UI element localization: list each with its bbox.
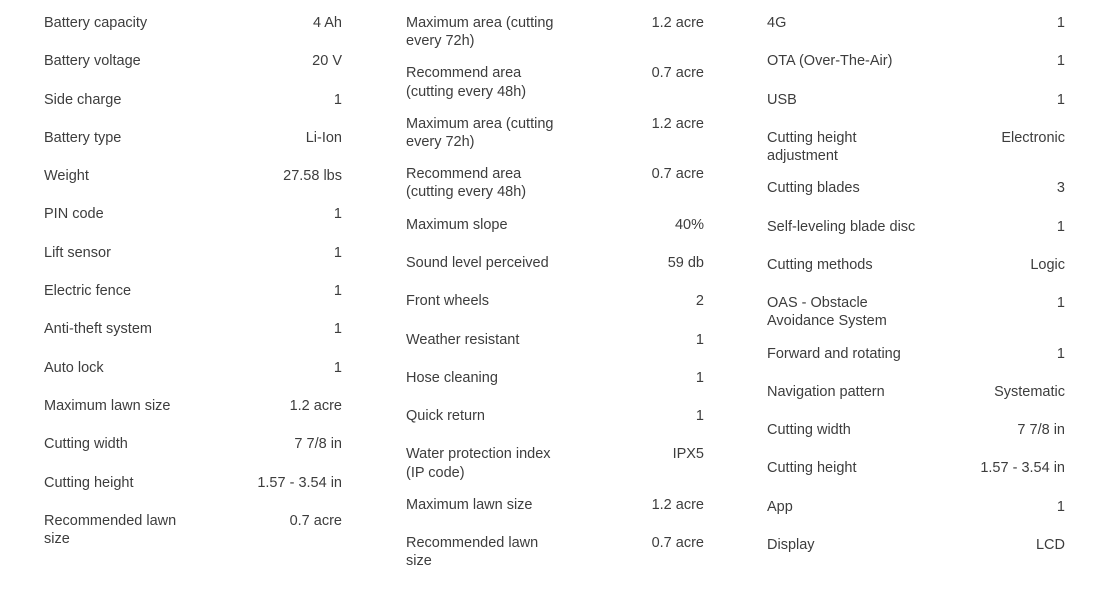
spec-label: PIN code xyxy=(44,206,104,223)
spec-row xyxy=(767,0,1065,38)
spec-label: USB xyxy=(767,91,797,108)
spec-value: 1 xyxy=(695,331,704,348)
spec-row xyxy=(406,202,704,240)
spec-value: 1.2 acre xyxy=(651,496,704,513)
spec-row xyxy=(767,331,1065,369)
spec-value: 1 xyxy=(1056,218,1065,235)
spec-label: Recommended lawn size xyxy=(406,535,539,570)
spec-value: 1 xyxy=(333,321,342,338)
spec-label: Weight xyxy=(44,168,89,185)
spec-value: 1.2 acre xyxy=(651,15,704,31)
spec-row xyxy=(767,165,1065,203)
spec-label: Side charge xyxy=(44,91,122,108)
spec-row xyxy=(44,498,342,548)
spec-label: Sound level perceived xyxy=(406,254,549,271)
spec-label: Cutting height xyxy=(44,474,134,491)
spec-value: 1 xyxy=(1056,345,1065,362)
spec-label: Cutting blades xyxy=(767,180,860,197)
spec-value: 4 Ah xyxy=(312,15,342,31)
spec-label: Weather resistant xyxy=(406,331,520,348)
spec-label: Cutting height xyxy=(767,460,857,477)
spec-value: 2 xyxy=(695,293,704,310)
spec-value: 1 xyxy=(695,369,704,386)
spec-value: 1 xyxy=(1056,53,1065,70)
spec-value: 1.2 acre xyxy=(651,115,704,132)
spec-row xyxy=(44,77,342,115)
spec-label: Cutting methods xyxy=(767,256,873,273)
spec-value: 3 xyxy=(1056,180,1065,197)
spec-row xyxy=(406,431,704,481)
spec-label: Electric fence xyxy=(44,283,132,300)
spec-label: Anti-theft system xyxy=(44,321,152,338)
spec-row xyxy=(44,306,342,344)
spec-row xyxy=(406,482,704,520)
spec-row xyxy=(767,445,1065,483)
spec-row xyxy=(767,204,1065,242)
spec-label: Self-leveling blade disc xyxy=(767,218,916,235)
spec-label: Maximum lawn size xyxy=(406,496,533,513)
spec-label: Hose cleaning xyxy=(406,369,498,386)
spec-value: 59 db xyxy=(667,254,704,271)
spec-column-2 xyxy=(406,0,704,571)
spec-value: 7 7/8 in xyxy=(1017,422,1065,439)
spec-row xyxy=(406,151,704,201)
spec-row xyxy=(44,230,342,268)
spec-label: 4G xyxy=(767,15,787,31)
spec-label: Battery voltage xyxy=(44,53,141,70)
spec-row xyxy=(767,407,1065,445)
spec-row xyxy=(44,345,342,383)
spec-label: Maximum lawn size xyxy=(44,397,171,414)
spec-row xyxy=(44,268,342,306)
spec-row xyxy=(767,38,1065,76)
spec-label: Quick return xyxy=(406,408,485,425)
spec-label: Recommend area (cutting every 48h) xyxy=(406,166,527,201)
spec-row xyxy=(767,242,1065,280)
spec-label: Cutting width xyxy=(44,436,128,453)
spec-value: 1 xyxy=(1056,295,1065,312)
spec-value: 1 xyxy=(333,283,342,300)
spec-value: Systematic xyxy=(994,383,1065,400)
spec-value: 1.57 - 3.54 in xyxy=(980,460,1065,477)
spec-column-1 xyxy=(44,0,342,548)
spec-row xyxy=(767,369,1065,407)
spec-label: Forward and rotating xyxy=(767,345,901,362)
spec-label: Display xyxy=(767,537,815,554)
spec-row xyxy=(406,355,704,393)
spec-value: 27.58 lbs xyxy=(283,168,342,185)
spec-label: Front wheels xyxy=(406,293,490,310)
spec-row xyxy=(44,115,342,153)
spec-value: 1 xyxy=(1056,15,1065,31)
spec-label: OTA (Over-The-Air) xyxy=(767,53,893,70)
spec-row xyxy=(767,484,1065,522)
spec-row xyxy=(767,115,1065,165)
spec-value: 1 xyxy=(333,206,342,223)
spec-value: 1 xyxy=(333,244,342,261)
spec-row xyxy=(406,50,704,100)
spec-value: 1 xyxy=(1056,91,1065,108)
spec-value: 1 xyxy=(333,91,342,108)
spec-value: 0.7 acre xyxy=(289,512,342,529)
spec-value: 0.7 acre xyxy=(651,535,704,552)
spec-row xyxy=(406,278,704,316)
spec-value: 0.7 acre xyxy=(651,65,704,82)
spec-label: Maximum area (cutting every 72h) xyxy=(406,115,554,151)
spec-row xyxy=(767,522,1065,560)
spec-label: Navigation pattern xyxy=(767,383,885,400)
spec-value: IPX5 xyxy=(672,446,704,463)
spec-row xyxy=(44,421,342,459)
spec-value: 1.57 - 3.54 in xyxy=(257,474,342,491)
spec-row xyxy=(406,0,704,50)
spec-row xyxy=(406,240,704,278)
spec-value: Li-Ion xyxy=(305,129,342,146)
spec-value: 7 7/8 in xyxy=(294,436,342,453)
spec-label: Maximum area (cutting every 72h) xyxy=(406,15,554,50)
spec-value: Logic xyxy=(1030,256,1065,273)
spec-value: 1.2 acre xyxy=(289,397,342,414)
spec-label: App xyxy=(767,498,793,515)
spec-column-3 xyxy=(767,0,1065,560)
spec-label: Battery capacity xyxy=(44,15,148,31)
spec-row xyxy=(44,383,342,421)
spec-label: Water protection index (IP code) xyxy=(406,446,551,481)
spec-row xyxy=(44,153,342,191)
spec-row xyxy=(406,393,704,431)
spec-label: OAS - Obstacle Avoidance System xyxy=(767,295,887,330)
spec-row xyxy=(44,38,342,76)
spec-value: 40% xyxy=(674,216,704,233)
spec-value: 0.7 acre xyxy=(651,166,704,183)
spec-label: Battery type xyxy=(44,129,122,146)
spec-row xyxy=(44,460,342,498)
spec-label: Cutting height adjustment xyxy=(767,129,857,165)
spec-row xyxy=(406,520,704,570)
spec-value: 1 xyxy=(333,359,342,376)
spec-row xyxy=(44,0,342,38)
spec-value: LCD xyxy=(1035,537,1065,554)
spec-label: Cutting width xyxy=(767,422,851,439)
spec-value: 20 V xyxy=(312,53,342,70)
spec-value: Electronic xyxy=(1001,129,1065,146)
spec-value: 1 xyxy=(1056,498,1065,515)
spec-value: 1 xyxy=(695,408,704,425)
spec-label: Recommend area (cutting every 48h) xyxy=(406,65,527,100)
spec-row xyxy=(44,191,342,229)
spec-row xyxy=(406,317,704,355)
spec-row xyxy=(767,280,1065,330)
spec-label: Maximum slope xyxy=(406,216,508,233)
spec-row xyxy=(767,77,1065,115)
spec-label: Recommended lawn size xyxy=(44,512,177,548)
spec-row xyxy=(406,101,704,151)
spec-label: Auto lock xyxy=(44,359,104,376)
spec-label: Lift sensor xyxy=(44,244,111,261)
